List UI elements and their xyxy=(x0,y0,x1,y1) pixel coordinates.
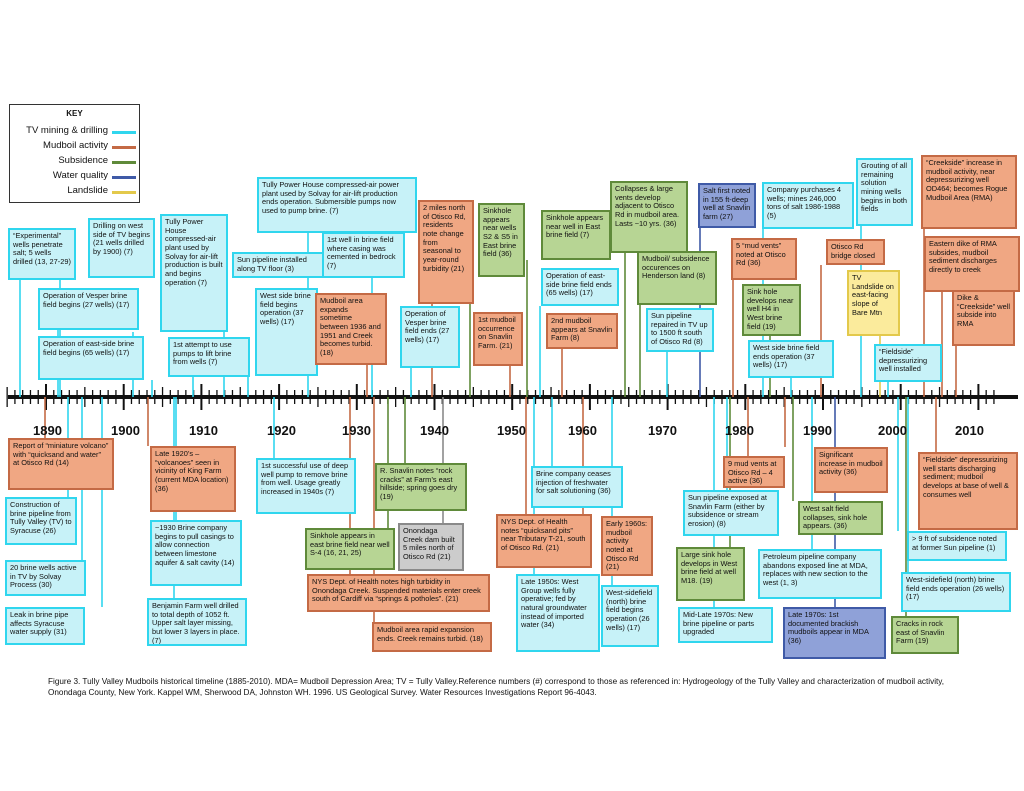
event-text: ~1930 Brine company begins to pull casings to allow connection between limestone aquifer & salt cavity (14) xyxy=(155,523,235,567)
event-box xyxy=(418,200,474,304)
event-box xyxy=(5,497,77,545)
event-box xyxy=(676,547,745,601)
event-box xyxy=(38,288,139,330)
event-box xyxy=(232,252,326,278)
event-text: Mudboil area expands sometime between 1936 and 1951 and Creek becomes turbid. (18) xyxy=(320,296,381,357)
year-label: 1930 xyxy=(342,423,371,438)
legend-label: Landslide xyxy=(67,185,108,196)
event-text: Sun pipeline repaired in TV up to 1500 ft south of Otisco Rd (8) xyxy=(651,311,708,346)
event-text: Construction of brine pipeline from Tully Valley (TV) to Syracuse (26) xyxy=(10,500,72,535)
event-text: Large sink hole develops in West brine field at well M18. (19) xyxy=(681,550,738,585)
event-text: 1st well in brine field where casing was cemented in bedrock (7) xyxy=(327,235,396,270)
year-label: 1980 xyxy=(725,423,754,438)
event-text: Operation of Vesper brine field begins (27 wells) (17) xyxy=(43,291,130,309)
legend-label: TV mining & drilling xyxy=(26,125,108,136)
event-text: NYS Dept. of Health notes “quicksand pits” near Tributary T-21, south of Otisco Rd. (21) xyxy=(501,517,586,552)
event-box xyxy=(168,337,250,377)
event-box xyxy=(762,182,854,229)
event-text: 9 mud vents at Otisco Rd – 4 active (36) xyxy=(728,459,777,486)
legend-title: KEY xyxy=(66,109,83,118)
event-text: 5 “mud vents” noted at Otisco Rd (36) xyxy=(736,241,786,268)
year-label: 1910 xyxy=(189,423,218,438)
event-box xyxy=(305,528,395,570)
event-box xyxy=(918,452,1018,530)
event-text: Brine company ceases injection of freshwater for salt solutioning (36) xyxy=(536,469,611,496)
legend xyxy=(9,104,140,203)
event-box xyxy=(742,284,801,336)
event-box xyxy=(541,268,619,306)
event-box xyxy=(546,313,618,349)
event-text: “Fieldside” depressurizing well starts discharging sediment; mudboil develops at base of well & consumes well xyxy=(923,455,1009,499)
event-text: Report of “miniature volcano” with “quicksand and water” at Otisco Rd (14) xyxy=(13,441,109,468)
event-box xyxy=(516,574,600,652)
event-box xyxy=(257,177,417,233)
event-box xyxy=(88,218,155,278)
event-text: TV Landslide on east-facing slope of Bare Mtn xyxy=(852,273,894,317)
event-box xyxy=(814,447,888,493)
event-box xyxy=(322,232,405,278)
event-box xyxy=(783,607,886,659)
event-text: 1st attempt to use pumps to lift brine from wells (7) xyxy=(173,340,232,367)
event-text: Cracks in rock east of Snavlin Farm (19) xyxy=(896,619,945,646)
event-text: Significant increase in mudboil activity (36) xyxy=(819,450,883,477)
event-text: Late 1970s: 1st documented brackish mudboils appear in MDA (36) xyxy=(788,610,869,645)
event-text: Onondaga Creek dam built 5 miles north of Otisco Rd (21) xyxy=(403,526,455,561)
event-text: Eastern dike of RMA subsides, mudboil sediment discharges directly to creek xyxy=(929,239,997,274)
event-text: 2 miles north of Otisco Rd, residents note change from seasonal to year-round turbidity (21) xyxy=(423,203,466,273)
event-box xyxy=(646,308,714,352)
event-box xyxy=(8,228,76,280)
event-box xyxy=(698,183,756,228)
event-box xyxy=(952,290,1015,346)
event-text: Mid-Late 1970s: New brine pipeline or parts upgraded xyxy=(683,610,755,637)
event-box xyxy=(256,458,356,514)
event-text: West-sidefield (north) brine field begins operation (26 wells) (17) xyxy=(606,588,653,632)
year-label: 1950 xyxy=(497,423,526,438)
event-text: Sinkhole appears in east brine field near well S-4 (16, 21, 25) xyxy=(310,531,390,558)
event-box xyxy=(601,516,653,576)
event-text: Salt first noted in 155 ft-deep well at Snavlin farm (27) xyxy=(703,186,751,221)
event-text: Collapses & large vents develop adjacent to Otisco Rd in mudboil area. Lasts ~10 yrs. (36) xyxy=(615,184,680,228)
event-box xyxy=(372,622,492,652)
legend-item-mudboil xyxy=(16,140,136,153)
event-text: Dike & “Creekside” well subside into RMA xyxy=(957,293,1010,328)
event-box xyxy=(150,446,236,512)
year-label: 1920 xyxy=(267,423,296,438)
event-text: Grouting of all remaining solution mining wells begins in both fields xyxy=(861,161,908,214)
event-box xyxy=(901,572,1011,612)
event-box xyxy=(255,288,318,376)
event-box xyxy=(147,598,247,646)
event-box xyxy=(924,236,1020,292)
legend-label: Water quality xyxy=(52,170,108,181)
year-label: 1890 xyxy=(33,423,62,438)
event-text: Mudboil area rapid expansion ends. Creek remains turbid. (18) xyxy=(377,625,483,643)
event-text: Benjamin Farm well drilled to total depth of 1052 ft. Upper salt layer missing, but lower 3 layers in place. (7) xyxy=(152,601,240,645)
event-box xyxy=(541,210,611,260)
event-box xyxy=(8,438,114,490)
event-text: 2nd mudboil appears at Snavlin Farm (8) xyxy=(551,316,613,343)
year-label: 2010 xyxy=(955,423,984,438)
event-text: West salt field collapses, sink hole appears. (36) xyxy=(803,504,868,531)
event-box xyxy=(847,270,900,336)
event-text: Sun pipeline installed along TV floor (3) xyxy=(237,255,307,273)
event-text: West side brine field ends operation (37 wells) (17) xyxy=(753,343,820,370)
figure-caption: Figure 3. Tully Valley Mudboils historical timeline (1885-2010). MDA= Mudboil Depression Area; TV = Tully Valley.Reference numbers (#) correspond to those as referenced in: Hydrogeology of the Tully Valley and characterization of mudboil activity, Onondaga County, New York. Kappel WM, Sherwood DA, Johnston WH. 1996. US Geological Survey. Water Resources Investigations Report 96-4043. xyxy=(48,677,945,698)
event-box xyxy=(856,158,913,226)
event-box xyxy=(874,344,942,382)
event-text: Late 1920’s – “volcanoes” seen in vicinity of King Farm (current MDA location) (36) xyxy=(155,449,229,493)
event-box xyxy=(400,306,460,368)
legend-swatch xyxy=(112,131,136,134)
event-text: West-sidefield (north) brine field ends operation (26 wells) (17) xyxy=(906,575,1005,602)
event-text: West side brine field begins operation (37 wells) (17) xyxy=(260,291,311,326)
event-text: > 9 ft of subsidence noted at former Sun pipeline (1) xyxy=(912,534,997,552)
event-box xyxy=(160,214,228,332)
event-text: Company purchases 4 wells; mines 246,000 tons of salt 1986-1988 (5) xyxy=(767,185,841,220)
legend-item-landslide xyxy=(16,185,136,198)
event-box xyxy=(307,574,490,612)
year-label: 2000 xyxy=(878,423,907,438)
event-text: Drilling on west side of TV begins (21 wells drilled by 1900) (7) xyxy=(93,221,150,256)
event-text: Sinkhole appears near well in East brine field (7) xyxy=(546,213,604,240)
legend-swatch xyxy=(112,146,136,149)
event-box xyxy=(5,560,86,596)
legend-item-tv-mining xyxy=(16,125,136,138)
event-box xyxy=(398,523,464,571)
event-text: Sink hole develops near well H4 in West brine field (19) xyxy=(747,287,794,331)
event-text: Sinkhole appears near wells S2 & S5 in East brine field (36) xyxy=(483,206,518,259)
event-box xyxy=(921,155,1017,229)
event-text: Tully Power House compressed-air power plant used by Solvay for air-lift production ends operation. Submersible pumps now used to pump brine. (7) xyxy=(262,180,399,215)
event-text: Leak in brine pipe affects Syracuse water supply (31) xyxy=(10,610,69,637)
event-text: Operation of east-side brine field begins (65 wells) (17) xyxy=(43,339,135,357)
event-box xyxy=(748,340,834,378)
event-box xyxy=(731,238,797,280)
event-box xyxy=(473,312,523,366)
legend-swatch xyxy=(112,191,136,194)
event-text: “Fieldside” depressurizing well installed xyxy=(879,347,928,374)
event-box xyxy=(150,520,242,586)
event-box xyxy=(723,456,785,488)
year-label: 1960 xyxy=(568,423,597,438)
event-box xyxy=(531,466,623,508)
year-label: 1990 xyxy=(803,423,832,438)
event-text: Sun pipeline exposed at Snavlin Farm (either by subsidence or stream erosion) (8) xyxy=(688,493,767,528)
event-text: 20 brine wells active in TV by Solvay Process (30) xyxy=(10,563,77,590)
event-text: Mudboil/ subsidence occurences on Henderson land (8) xyxy=(642,254,710,281)
event-text: Early 1960s: mudboil activity noted at Otisco Rd (21) xyxy=(606,519,648,572)
event-text: “Experimental” wells penetrate salt; 5 wells drilled (13, 27-29) xyxy=(13,231,71,266)
event-box xyxy=(678,607,773,643)
year-label: 1940 xyxy=(420,423,449,438)
event-text: Petroleum pipeline company abandons exposed line at MDA, replaces with new section to the west (1, 3) xyxy=(763,552,868,587)
legend-swatch xyxy=(112,161,136,164)
event-text: 1st mudboil occurrence on Snavlin Farm. (21) xyxy=(478,315,516,350)
event-text: “Creekside” increase in mudboil activity, near depressurizing well OD464; becomes Rogue Mudboil Area (RMA) xyxy=(926,158,1008,202)
event-box xyxy=(601,585,659,647)
event-box xyxy=(758,549,882,599)
event-box xyxy=(637,251,717,305)
event-box xyxy=(5,607,85,645)
event-box xyxy=(610,181,688,253)
event-text: Operation of east-side brine field ends (65 wells) (17) xyxy=(546,271,612,298)
event-box xyxy=(496,514,592,568)
event-box xyxy=(478,203,525,277)
event-box xyxy=(683,490,779,536)
event-box xyxy=(907,531,1007,561)
legend-label: Subsidence xyxy=(58,155,108,166)
event-text: NYS Dept. of Health notes high turbidity in Onondaga Creek. Suspended materials enter creek south of Cardiff via “springs & potholes”. (21) xyxy=(312,577,481,604)
event-text: Late 1950s: West Group wells fully operative; fed by natural groundwater instead of imported water (34) xyxy=(521,577,587,630)
event-box xyxy=(798,501,883,535)
event-text: Otisco Rd bridge closed xyxy=(831,242,875,260)
event-text: Operation of Vesper brine field ends (27 wells) (17) xyxy=(405,309,450,344)
event-text: R. Snavlin notes “rock cracks” at Farm’s east hillside; spring goes dry (19) xyxy=(380,466,458,501)
legend-label: Mudboil activity xyxy=(43,140,108,151)
legend-item-subsidence xyxy=(16,155,136,168)
event-box xyxy=(826,239,885,265)
year-label: 1900 xyxy=(111,423,140,438)
event-text: Tully Power House compressed-air plant used by Solvay for air-lift production is built and begins operation (7) xyxy=(165,217,223,287)
event-box xyxy=(38,336,144,380)
legend-item-water-quality xyxy=(16,170,136,183)
event-box xyxy=(891,616,959,654)
event-box xyxy=(315,293,387,365)
legend-swatch xyxy=(112,176,136,179)
event-text: 1st successful use of deep well pump to remove brine from well. Usage greatly increased in 1940s (7) xyxy=(261,461,349,496)
event-box xyxy=(375,463,467,511)
year-label: 1970 xyxy=(648,423,677,438)
